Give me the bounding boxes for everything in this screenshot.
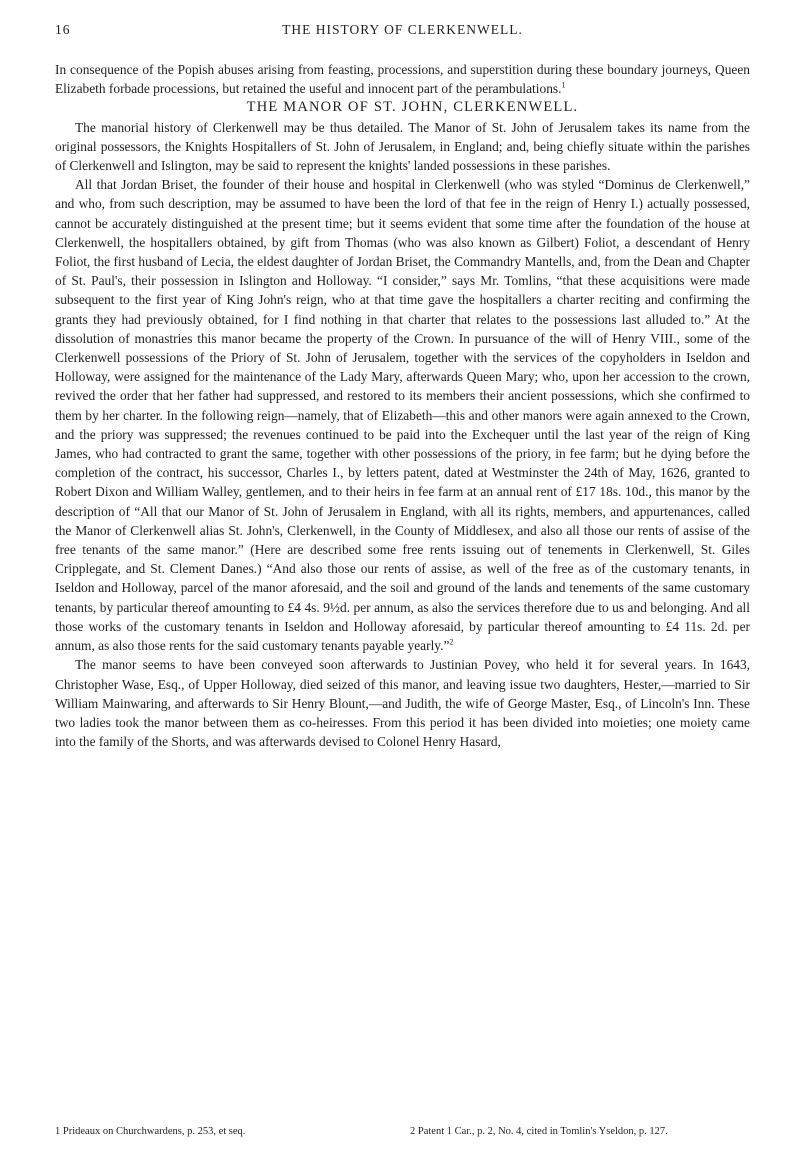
footnote-1: 1 Prideaux on Churchwardens, p. 253, et seq. [55,1126,246,1137]
intro-text: In consequence of the Popish abuses arising from feasting, processions, and superstition during these boundary journeys, Queen Elizabeth forbade processions, but retained the useful and innocent part of the perambulations. [55,62,750,97]
running-title: THE HISTORY OF CLERKENWELL. [282,22,523,37]
paragraph-justinian-povey: The manor seems to have been conveyed soon afterwards to Justinian Povey, who held it for several years. In 1643, Christopher Wase, Esq., of Upper Holloway, died seized of this manor, and leaving issue two daughters, Hester,—married to Sir William Mainwaring, and afterwards to Sir Henry Blount,—and Judith, the wife of George Master, Esq., of Lincoln's Inn. These two ladies took the manor between them as co-heiresses. From this period it has been divided into moieties; one moiety came into the family of the Shorts, and was afterwards devised to Colonel Henry Hasard, [55,657,750,750]
page-number: 16 [55,22,71,37]
section-heading: THE MANOR OF ST. JOHN, CLERKENWELL. [246,99,579,116]
body-text [55,60,750,751]
footnote-ref-1: 1 [561,80,566,90]
footnotes [55,1126,750,1142]
paragraph-jordan-briset [55,175,750,655]
paragraph-manorial-history: The manorial history of Clerkenwell may be thus detailed. The Manor of St. John of Jerusalem takes its name from the original possessors, the Knights Hospitallers of St. John of Jerusalem, in England; and, being chiefly situate within the parishes of Clerkenwell and Islington, may be said to represent the knights' landed possessions in these parishes. [55,119,750,174]
intro-paragraph [55,60,750,98]
running-head [55,22,750,42]
footnote-ref-2: 2 [449,637,454,647]
paragraph-jordan-briset-text: All that Jordan Briset, the founder of their house and hospital in Clerkenwell (who was styled “Dominus de Clerkenwell,” and who, from such description, may be assumed to have been the lord of that fee in the reign of Henry I.) actually possessed, cannot be accurately distinguished at the present time; but it seems evident that some time after the foundation of the house at Clerkenwell, the hospitallers obtained, by gift from Thomas (who was also known as Gilbert) Foliot, a descendant of Henry Foliot, the first husband of Lecia, the eldest daughter of Jordan Briset, the Commandry Mantells, and, from the Dean and Chapter of St. Paul's, their possession in Islington and Holloway. “I consider,” says Mr. Tomlins, “that these acquisitions were made subsequent to the first year of King John's reign, who at that time gave the hospitallers a charter reciting and confirming the grants they had previously obtained, for I find nothing in that charter that relates to the possessions last alluded to.” At the dissolution of monastries this manor became the property of the Crown. In pursuance of the will of Henry VIII., some of the Clerkenwell possessions of the Priory of St. John of Jerusalem, together with the services of the copyholders in Iseldon and Holloway, were assigned for the maintenance of the Lady Mary, afterwards Queen Mary; who, upon her accession to the crown, revived the order that her father had suppressed, and restored to its members their ancient possessions, which she confirmed to them by her charter. In the following reign—namely, that of Elizabeth—this and other manors were again annexed to the Crown, and the priory was suppressed; the revenues continued to be paid into the Exchequer until the last year of the reign of King James, who had contracted to grant the same, together with other possessions of the priory, in fee farm; but he dying before the completion of the contract, his successor, Charles I., by letters patent, dated at Westminster the 24th of May, 1626, granted to Robert Dixon and William Walley, gentlemen, and to their heirs in fee farm at an annual rent of £17 18s. 10d., this manor by the description of “All that our Manor of St. John of Jerusalem in England, with all its rights, members, and appurtenances, called the Manor of Clerkenwell alias St. John's, Clerkenwell, in the County of Middlesex, and also all those our rents of assise of the free tenants of the same manor.” (Here are described some free rents issuing out of tenements in Clerkenwell, St. Giles Cripplegate, and St. Clement Danes.) “And also those our rents of assise, as well of the free as of the customary tenants, in Iseldon and Holloway, parcel of the manor aforesaid, and the soil and ground of the lands and tenements of the same customary tenants, by particular thereof amounting to £4 4s. 9½d. per annum, as also the services therefore due to us and belonging. And all those works of the customary tenants in Iseldon and Holloway aforesaid, by particular thereof amounting to £4 11s. 2d. per annum, as also those rents for the said customary tenants payable yearly.” [55,177,750,654]
footnote-2: 2 Patent 1 Car., p. 2, No. 4, cited in Tomlin's Yseldon, p. 127. [410,1126,668,1137]
